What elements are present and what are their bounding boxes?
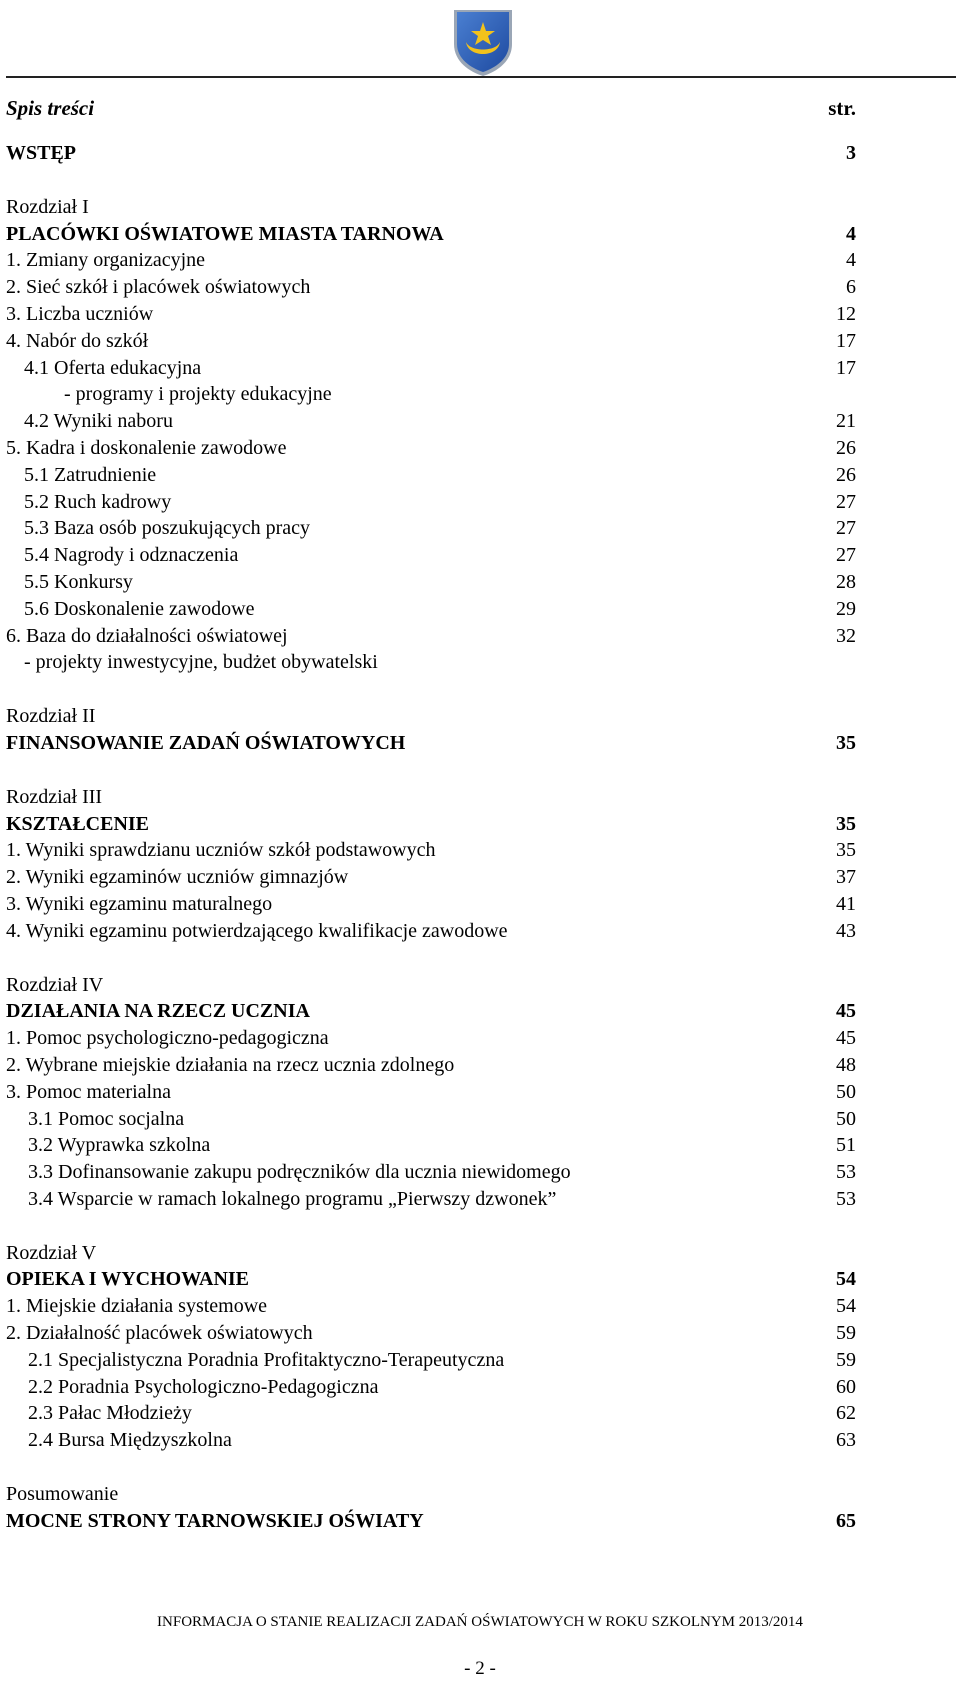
toc-entry-title: 5.2 Ruch kadrowy — [24, 490, 172, 513]
toc-entry[interactable] — [6, 1052, 856, 1079]
toc-entry-title: MOCNE STRONY TARNOWSKIEJ OŚWIATY — [6, 1509, 424, 1532]
toc-entry[interactable] — [6, 140, 856, 167]
toc-entry[interactable] — [6, 194, 856, 221]
toc-entry[interactable] — [6, 569, 856, 596]
toc-entry-page: 59 — [836, 1322, 856, 1345]
toc-entry-page: 3 — [846, 142, 856, 164]
toc-entry[interactable] — [6, 381, 856, 408]
toc-entry-title: 5.6 Doskonalenie zawodowe — [24, 597, 255, 620]
toc-entry[interactable] — [6, 542, 856, 569]
toc-entry-page: 4 — [846, 249, 856, 272]
toc-entry-title: 1. Wyniki sprawdzianu uczniów szkół podstawowych — [6, 839, 436, 862]
toc-entry-page: 63 — [836, 1429, 856, 1452]
toc-entry-title: 3. Pomoc materialna — [6, 1080, 171, 1103]
toc-entry[interactable] — [6, 730, 856, 757]
toc-entry-page: 35 — [836, 731, 856, 754]
running-footer: INFORMACJA O STANIE REALIZACJI ZADAŃ OŚWIATOWYCH W ROKU SZKOLNYM 2013/2014 — [157, 1614, 803, 1630]
toc-entry-title: 3.1 Pomoc socjalna — [28, 1107, 185, 1130]
toc-entry-page: 65 — [836, 1509, 856, 1532]
toc-entry[interactable] — [6, 1400, 856, 1427]
toc-entry[interactable] — [6, 355, 856, 382]
toc-entry[interactable] — [6, 649, 856, 676]
toc-entry-title: 2. Wybrane miejskie działania na rzecz ucznia zdolnego — [6, 1053, 455, 1076]
toc-entry-title: 5.5 Konkursy — [24, 570, 133, 593]
toc-entry[interactable] — [6, 221, 856, 248]
toc-entry-page: 54 — [836, 1295, 856, 1318]
toc-entry-page: 50 — [836, 1080, 856, 1103]
toc-entry-title: 1. Miejskie działania systemowe — [6, 1295, 268, 1318]
toc-entry-title: 5.1 Zatrudnienie — [24, 463, 157, 486]
toc-entry[interactable] — [6, 623, 856, 650]
toc-entry[interactable] — [6, 1240, 856, 1267]
toc-entry-page: 51 — [836, 1134, 856, 1157]
toc-entry[interactable] — [6, 918, 856, 945]
toc-entry[interactable] — [6, 998, 856, 1025]
toc-entry-title: WSTĘP — [6, 142, 77, 164]
toc-entry-page: 28 — [836, 570, 856, 593]
toc-spacer — [6, 945, 856, 972]
toc-entry[interactable] — [6, 1079, 856, 1106]
toc-entry[interactable] — [6, 462, 856, 489]
toc-spacer — [6, 1454, 856, 1481]
toc-entry-title: Rozdział V — [6, 1241, 97, 1264]
toc-entry[interactable] — [6, 837, 856, 864]
toc-entry-title: - projekty inwestycyjne, budżet obywatelski — [24, 651, 378, 674]
toc-spacer — [6, 1213, 856, 1240]
toc-entry-title: 3.4 Wsparcie w ramach lokalnego programu „Pierwszy dzwonek” — [28, 1187, 557, 1210]
table-of-contents — [6, 140, 856, 1535]
toc-spacer — [6, 757, 856, 784]
page-column-label: str. — [828, 96, 856, 120]
toc-entry-page: 26 — [836, 436, 856, 459]
toc-entry-title: 2.4 Bursa Międzyszkolna — [28, 1429, 232, 1452]
toc-entry[interactable] — [6, 1025, 856, 1052]
toc-entry[interactable] — [6, 435, 856, 462]
toc-entry[interactable] — [6, 328, 856, 355]
toc-entry[interactable] — [6, 1159, 856, 1186]
toc-entry[interactable] — [6, 891, 856, 918]
toc-entry[interactable] — [6, 703, 856, 730]
toc-entry-page: 12 — [836, 302, 856, 325]
toc-entry[interactable] — [6, 1186, 856, 1213]
toc-entry-page: 45 — [836, 1027, 856, 1050]
toc-entry-title: DZIAŁANIA NA RZECZ UCZNIA — [6, 1000, 310, 1023]
toc-entry-title: 2. Wyniki egzaminów uczniów gimnazjów — [6, 866, 349, 889]
toc-entry-page: 26 — [836, 463, 856, 486]
toc-entry-title: FINANSOWANIE ZADAŃ OŚWIATOWYCH — [6, 731, 406, 754]
toc-entry[interactable] — [6, 972, 856, 999]
toc-entry-page: 27 — [836, 517, 856, 540]
toc-entry[interactable] — [6, 784, 856, 811]
toc-entry-title: PLACÓWKI OŚWIATOWE MIASTA TARNOWA — [6, 222, 444, 245]
toc-entry-title: 3.2 Wyprawka szkolna — [28, 1134, 211, 1157]
toc-entry-title: 6. Baza do działalności oświatowej — [6, 624, 288, 647]
toc-entry-page: 35 — [836, 812, 856, 835]
toc-entry-title: 1. Pomoc psychologiczno-pedagogiczna — [6, 1027, 329, 1050]
toc-entry[interactable] — [6, 1508, 856, 1535]
toc-entry-page: 50 — [836, 1107, 856, 1130]
toc-entry-title: KSZTAŁCENIE — [6, 812, 150, 835]
toc-entry-title: 3. Wyniki egzaminu maturalnego — [6, 892, 273, 915]
toc-entry[interactable] — [6, 1293, 856, 1320]
toc-entry[interactable] — [6, 301, 856, 328]
toc-entry[interactable] — [6, 864, 856, 891]
toc-entry-page: 43 — [836, 919, 856, 942]
toc-entry[interactable] — [6, 1374, 856, 1401]
toc-entry-page: 54 — [836, 1268, 856, 1291]
toc-entry-title: 4. Wyniki egzaminu potwierdzającego kwalifikacje zawodowe — [6, 919, 508, 942]
toc-entry-page: 45 — [836, 1000, 856, 1023]
toc-entry[interactable] — [6, 811, 856, 838]
toc-entry-page: 21 — [836, 410, 856, 433]
toc-entry[interactable] — [6, 1320, 856, 1347]
header-rule — [6, 76, 956, 78]
toc-entry-title: 1. Zmiany organizacyjne — [6, 249, 206, 272]
toc-entry-title: 2.3 Pałac Młodzieży — [28, 1402, 192, 1425]
toc-entry[interactable] — [6, 247, 856, 274]
toc-entry-page: 17 — [836, 356, 856, 379]
toc-entry[interactable] — [6, 596, 856, 623]
toc-entry[interactable] — [6, 1132, 856, 1159]
toc-entry-page: 4 — [846, 222, 856, 245]
toc-entry-title: - programy i projekty edukacyjne — [64, 383, 332, 406]
toc-entry[interactable] — [6, 1266, 856, 1293]
toc-entry-page: 41 — [836, 892, 856, 915]
toc-entry-title: 4. Nabór do szkół — [6, 329, 149, 352]
toc-entry-page: 48 — [836, 1053, 856, 1076]
toc-entry-title: 3. Liczba uczniów — [6, 302, 154, 325]
toc-entry-page: 17 — [836, 329, 856, 352]
toc-spacer — [6, 167, 856, 194]
toc-header — [6, 96, 856, 128]
toc-entry-page: 59 — [836, 1348, 856, 1371]
toc-entry-title: 5.4 Nagrody i odznaczenia — [24, 544, 239, 567]
toc-entry-title: OPIEKA I WYCHOWANIE — [6, 1268, 250, 1291]
toc-entry[interactable] — [6, 1481, 856, 1508]
toc-entry-title: 3.3 Dofinansowanie zakupu podręczników dla ucznia niewidomego — [28, 1161, 571, 1184]
toc-entry-page: 53 — [836, 1161, 856, 1184]
toc-entry-title: 5.3 Baza osób poszukujących pracy — [24, 517, 311, 540]
toc-entry-page: 62 — [836, 1402, 856, 1425]
toc-entry-title: Rozdział III — [6, 785, 103, 808]
toc-entry[interactable] — [6, 274, 856, 301]
toc-title: Spis treści — [6, 96, 95, 120]
toc-spacer — [6, 676, 856, 703]
toc-entry[interactable] — [6, 1106, 856, 1133]
toc-entry-title: 4.1 Oferta edukacyjna — [24, 356, 202, 379]
toc-entry-page: 29 — [836, 597, 856, 620]
toc-entry-title: 2. Działalność placówek oświatowych — [6, 1322, 313, 1345]
toc-entry-page: 27 — [836, 544, 856, 567]
toc-entry-title: Rozdział I — [6, 195, 89, 218]
toc-entry-page: 32 — [836, 624, 856, 647]
toc-entry[interactable] — [6, 1347, 856, 1374]
toc-entry[interactable] — [6, 515, 856, 542]
toc-entry-title: Posumowanie — [6, 1483, 119, 1506]
toc-entry[interactable] — [6, 408, 856, 435]
toc-entry-page: 27 — [836, 490, 856, 513]
toc-entry-title: 2. Sieć szkół i placówek oświatowych — [6, 276, 311, 299]
toc-entry-page: 37 — [836, 866, 856, 889]
toc-entry-page: 60 — [836, 1375, 856, 1398]
toc-entry[interactable] — [6, 489, 856, 516]
toc-entry[interactable] — [6, 1427, 856, 1454]
tarnow-coat-of-arms-logo — [448, 6, 518, 78]
toc-entry-title: 2.2 Poradnia Psychologiczno-Pedagogiczna — [28, 1375, 379, 1398]
toc-entry-title: Rozdział IV — [6, 973, 104, 996]
toc-entry-title: Rozdział II — [6, 705, 96, 728]
toc-entry-page: 53 — [836, 1187, 856, 1210]
toc-entry-title: 4.2 Wyniki naboru — [24, 410, 173, 433]
toc-entry-title: 2.1 Specjalistyczna Poradnia Profitaktyczno-Terapeutyczna — [28, 1348, 505, 1371]
toc-entry-title: 5. Kadra i doskonalenie zawodowe — [6, 436, 287, 459]
toc-entry-page: 35 — [836, 839, 856, 862]
page-number: - 2 - — [464, 1658, 496, 1679]
toc-entry-page: 6 — [846, 276, 856, 299]
